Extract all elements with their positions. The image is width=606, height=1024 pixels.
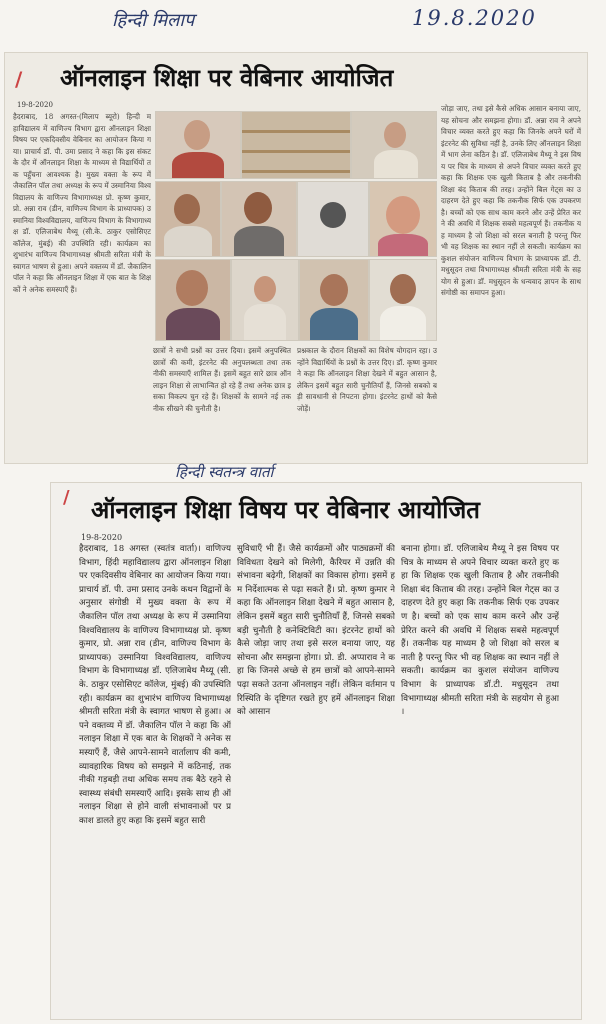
participant-photo-9 (231, 259, 299, 341)
participant-photo-7 (369, 181, 437, 257)
participant-photo-1 (155, 111, 241, 179)
handwritten-paper-name-middle: हिन्दी स्वतन्त्र वार्ता (175, 463, 274, 481)
participant-photo-8 (155, 259, 231, 341)
article2-column-1: हैदराबाद, 18 अगस्त (स्वतंत्र वार्ता)। वाणिज्य विभाग, हिंदी महाविद्यालय द्वारा ऑनलाइन शिक्षा पर एकदिवसीय वेबिनार का आयोजन किया गया। प्राचार्य डॉ. पी. उमा प्रसाद उनके कथन विद्वानों के अनुसार संगोष्ठी में मुख्य वक्ता के रूप में जैकालिन पॉल तथा अध्यक्ष के रूप में उस्मानिया विश्वविद्यालय के वाणिज्य विभागाध्यक्ष प्रो. कृष्ण कुमार, प्रो. अन्ना राव (डीन, वाणिज्य विभाग के प्राध्यापक) उस्मानिया विश्वविद्यालय, वाणिज्य विभाग के विभागाध्यक्ष डॉ. एलिजाबेथ मैथ्यू (सी.के. ठाकुर एसोसिएट कॉलेज, मुंबई) की उपस्थिति रही। कार्यक्रम का शुभारंभ वाणिज्य विभागाध्यक्ष श्रीमती सरिता मंत्री के स्वागत भाषण से हुआ। अपने वक्तव्य में डॉ. जैकालिन पॉल ने कहा कि ऑनलाइन शिक्षा में एक बात के शिक्षकों ने अनेक समस्याएँ हैं, जैसे आपने-सामने वार्तालाप की कमी, व्यावहारिक विषय को समझने में कठिनाई, तकनीकी गड़बड़ी तथा अधिक समय तक बैठे रहने से स्वास्थ्य संबंधी समस्याएँ आदि। इसके साथ ही ऑनलाइन शिक्षा से होने वाली संभावनाओं पर प्रकाश डालते हुए कहा कि इसमें बहुत सारी (79, 544, 231, 826)
participant-photo-4 (155, 181, 221, 257)
handwritten-date: 19.8.2020 (412, 6, 537, 30)
participant-photo-10 (299, 259, 369, 341)
article1-headline: ऑनलाइन शिक्षा पर वेबिनार आयोजित (60, 63, 394, 92)
participant-photo-3 (351, 111, 437, 179)
red-mark: / (15, 67, 23, 91)
article1-column-4: जोड़ा जाए, तथा इसे कैसे अधिक आसान बनाया जाए, यह सोचना और समझना होगा। डॉ. अन्ना राव ने अपने विचार व्यक्त करते हुए कहा कि जिनके अपने घरों में इंटरनेट की सुविधा नहीं है, उनके लिए ऑनलाइन शिक्षा में भाग लेना कठिन है। डॉ. एलिजाबेथ मैथ्यू ने इस विषय पर चित्र के माध्यम से अपने विचार व्यक्त करते हुए कहा कि शिक्षक एक खुली किताब है और तकनीकी शिक्षा बंद किताब की तरह। उन्होंने बिल गेट्स का उदाहरण देते हुए कहा कि तकनीक सिर्फ एक उपकरण है। बच्चों को एक साथ काम करने और उन्हें प्रेरित करने की अवधि में शिक्षक सबसे महत्वपूर्ण हैं। तकनीक यह माध्यम है जो शिक्षा को सरल बनाती है परन्तु फिर भी वह शिक्षक का स्थान नहीं ले सकती। कार्यक्रम का कुशल संयोजन वाणिज्य विभाग के प्राध्यापक डॉ. टी. मधुसूदन तथा विभागाध्यक्ष श्रीमती सरिता मंत्री के सहयोग से हुआ। डॉ. मधुसूदन के धन्यवाद ज्ञापन के साथ संगोष्ठी का समापन हुआ। (441, 104, 581, 297)
article1-column-3: प्रश्नकाल के दौरान शिक्षकों का विशेष योगदान रहा। उन्होंने विद्यार्थियों के प्रश्नों के उत्तर दिए। डॉ. कृष्ण कुमार ने कहा कि ऑनलाइन शिक्षा देखने में बहुत आसान है, लेकिन इसमें बहुत सारी चुनौतियाँ हैं, जिनसे सबको बड़ी सावधानी से निपटना होगा। इंटरनेट हाथों को कैसे जोड़ें। (297, 346, 437, 413)
newspaper-clipping-2 (50, 482, 582, 1020)
webinar-photo-grid (153, 109, 437, 341)
newspaper-clipping-1 (4, 52, 588, 464)
participant-photo-5 (221, 181, 297, 257)
article2-date: 19-8-2020 (81, 533, 123, 542)
article1-date: 19-8-2020 (17, 101, 53, 109)
article1-column-1: हैदराबाद, 18 अगस्त-(मिलाप ब्यूरो) हिन्दी महाविद्यालय में वाणिज्य विभाग द्वारा ऑनलाइन शिक्षा विषय पर एकदिवसीय वेबिनार का आयोजन किया गया। प्राचार्य डॉ. पी. उमा प्रसाद ने कहा कि इस संकट के दौर में ऑनलाइन शिक्षा के माध्यम से विद्यार्थियों तक पहुँचना आवश्यक है। मुख्य वक्ता के रूप में जैकालिन पॉल तथा अध्यक्ष के रूप में उस्मानिया विश्वविद्यालय के वाणिज्य विभागाध्यक्ष प्रो. कृष्ण कुमार, प्रो. अन्ना राव (डीन, वाणिज्य विभाग के प्राध्यापक) उस्मानिया विश्वविद्यालय, वाणिज्य विभाग के विभागाध्यक्ष डॉ. एलिजाबेथ मैथ्यू (सी.के. ठाकुर एसोसिएट कॉलेज, मुंबई) की उपस्थिति रही। कार्यक्रम का शुभारंभ वाणिज्य विभागाध्यक्ष श्रीमती सरिता मंत्री के स्वागत भाषण से हुआ। अपने वक्तव्य में डॉ. जैकालिन पॉल ने कहा कि ऑनलाइन शिक्षा में एक बात के शिक्षकों ने अनेक समस्याएँ हैं। (13, 112, 151, 294)
article1-column-2: छात्रों ने सभी प्रश्नों का उत्तर दिया। इसमें अनुपस्थित छात्रों की कमी, इंटरनेट की अनुपलब्धता तथा तकनीकी समस्याएँ शामिल हैं। इसमें बहुत सारे छात्र ऑनलाइन शिक्षा से लाभान्वित हो रहे हैं तथा अनेक छात्र इसका विकल्प चुन रहे हैं। शिक्षकों के सामने नई तकनीक सीखने की चुनौती है। (153, 346, 291, 413)
article2-column-3: बनाना होगा। डॉ. एलिजाबेथ मैथ्यू ने इस विषय पर चित्र के माध्यम से अपने विचार व्यक्त करते हुए कहा कि शिक्षक एक खुली किताब है और तकनीकी शिक्षा बंद किताब की तरह। उन्होंने बिल गेट्स का उदाहरण देते हुए कहा कि तकनीक सिर्फ एक उपकरण है। बच्चों को एक साथ काम करने और उन्हें प्रेरित करने की अवधि में शिक्षक सबसे महत्वपूर्ण हैं। तकनीक यह माध्यम है जो शिक्षा को सरल बनाती है परन्तु फिर भी वह शिक्षक का स्थान नहीं ले सकती। कार्यक्रम का कुशल संयोजन वाणिज्य विभाग के प्राध्यापक डॉ.टी. मधुसूदन तथा विभागाध्यक्ष श्रीमती सरिता मंत्री के सहयोग से हुआ। (401, 544, 559, 718)
participant-photo-2 (241, 111, 351, 179)
article2-column-2: सुविधाएँ भी हैं। जैसे कार्यक्रमों और पाठ्यक्रमों की विविधता देखने को मिलेगी, कैरियर में उन्नति की संभावना बढ़ेगी, शिक्षकों का विकास होगा। इसमें हम निर्देशात्मक से पढ़ा सकते हैं। प्रो. कृष्ण कुमार ने कहा कि ऑनलाइन शिक्षा देखने में बहुत आसान है, लेकिन इसमें बहुत सारी चुनौतियाँ हैं, जिनसे सबको बड़ी चुनौती है कनेक्टिविटी का। इंटरनेट हाथों को कैसे जोड़ा जाए तथा इसे सरल बनाया जाए, यह सोचना और समझना होगा। प्रो. डी. अप्पाराव ने कहा कि जिनसे अच्छे से हम छात्रों को आपने-सामने पढ़ा सकते उतना ऑनलाइन नहीं। लेकिन वर्तमान परिस्थिति के दृष्टिगत रखते हुए हमें ऑनलाइन शिक्षा को आसान (237, 544, 395, 718)
article2-headline: ऑनलाइन शिक्षा विषय पर वेबिनार आयोजित (91, 495, 480, 524)
participant-photo-6 (297, 181, 369, 257)
red-mark: / (63, 487, 70, 508)
participant-photo-11 (369, 259, 437, 341)
handwritten-paper-name-top: हिन्दी मिलाप (112, 10, 195, 31)
